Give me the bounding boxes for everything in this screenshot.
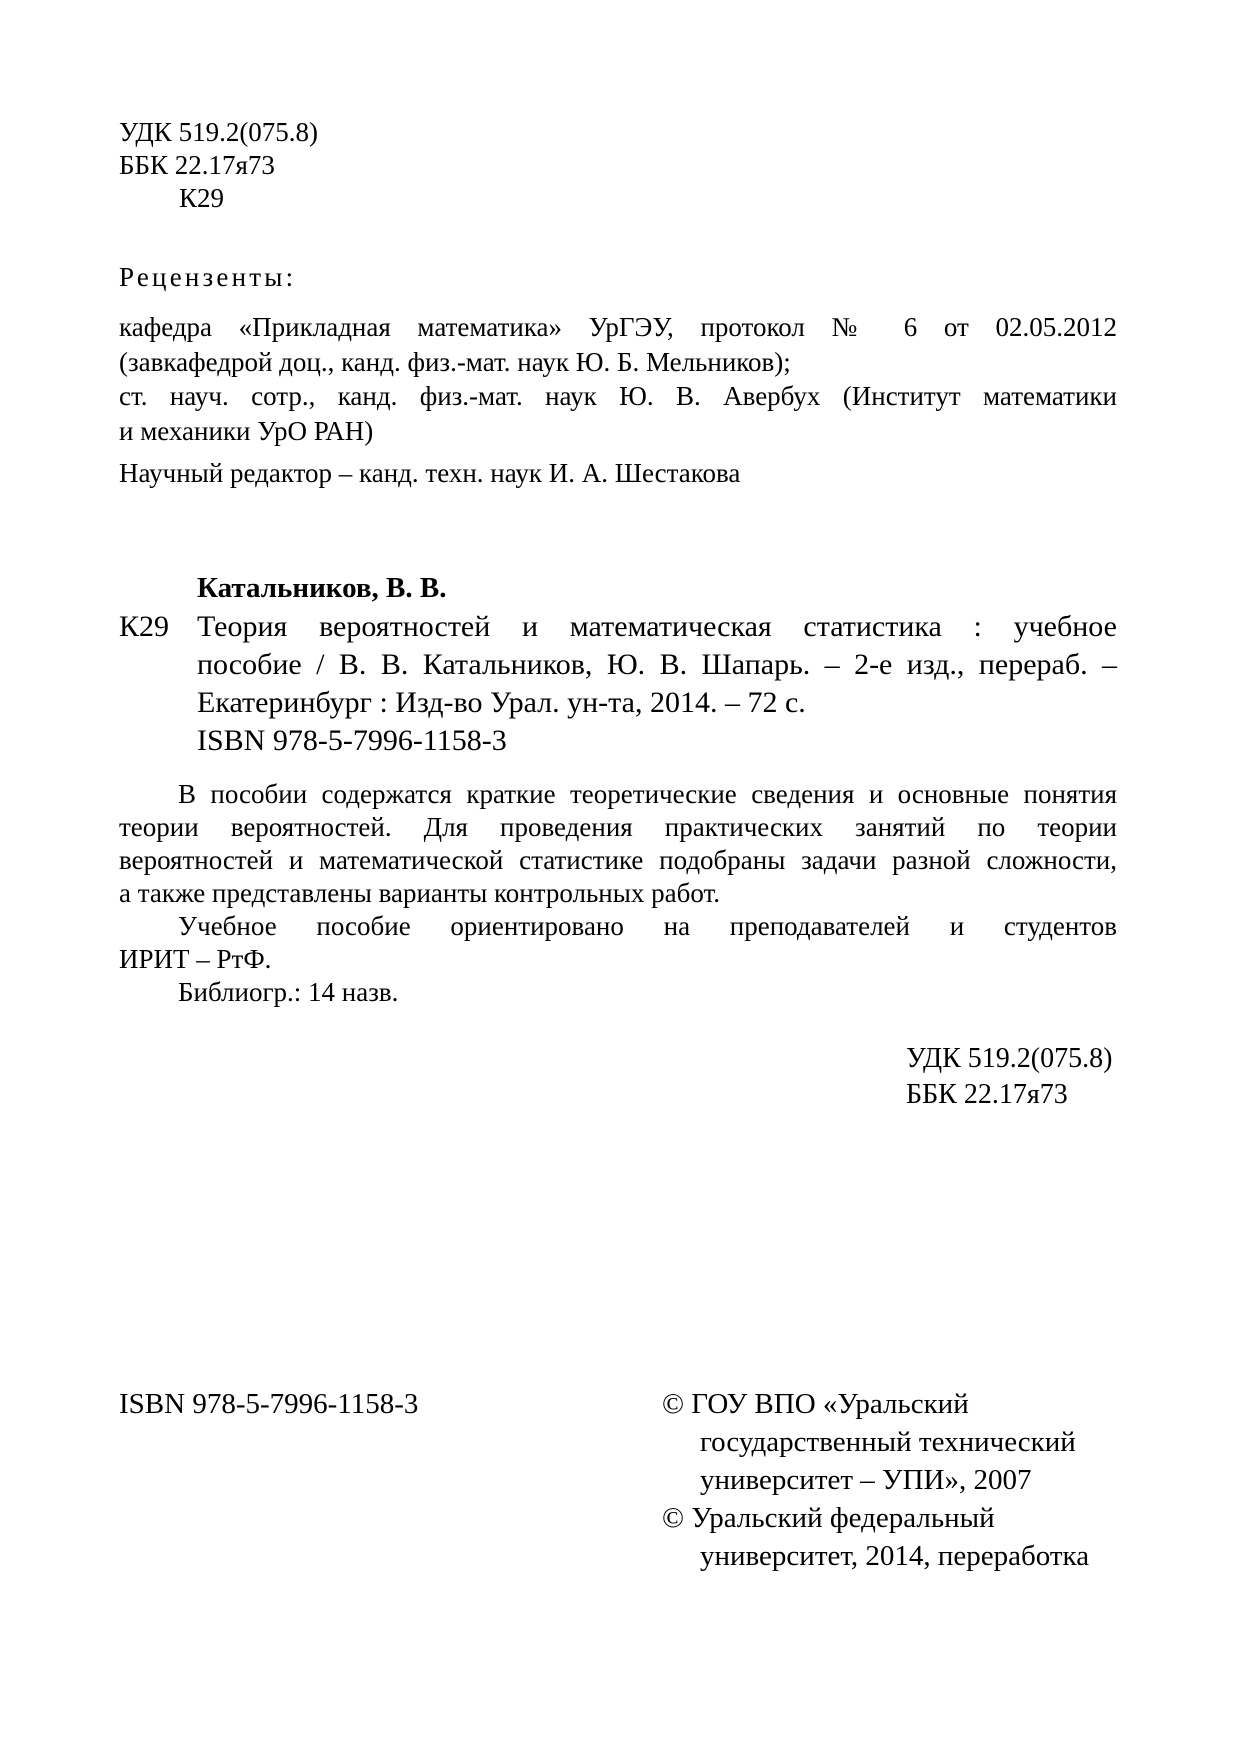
reviewers-block [119,310,1117,380]
annotation [119,778,1117,1009]
isbn: ISBN 978-5-7996-1158-3 [119,1388,419,1420]
author-mark: К29 [179,183,225,213]
annotation-line: теории вероятностей. Для проведения практических занятий по теории [119,812,1117,842]
record-line: Теория вероятностей и математическая статистика : учебное [197,610,1117,643]
copyright-block [662,1385,1089,1575]
annotation-line: Учебное пособие ориентировано на преподавателей и студентов [178,911,1117,941]
udk-code: УДК 519.2(075.8) [906,1043,1113,1074]
bibliographic-record [197,608,1117,760]
annotation-line: а также представлены варианты контрольных работ. [119,878,721,908]
reviewers-block-2 [119,379,1117,449]
reviewer-line: (завкафедрой доц., канд. физ.-мат. наук Ю. Б. Мельников); [119,347,791,377]
reviewer-line: и механики УрО РАН) [119,416,374,446]
record-line: пособие / В. В. Катальников, Ю. В. Шапарь. – 2-е изд., перераб. – [197,648,1117,681]
annotation-line: В пособии содержатся краткие теоретические сведения и основные понятия [178,779,1117,809]
bbk-code: ББК 22.17я73 [119,150,275,180]
copyright-line: университет – УПИ», 2007 [700,1464,1032,1496]
record-line: Екатеринбург : Изд-во Урал. ун-та, 2014. – 72 с. [197,686,806,719]
classification-codes-top [119,116,318,215]
classification-codes-bottom [906,1041,1112,1113]
copyright-line: государственный технический [700,1426,1076,1458]
bbk-code: ББК 22.17я73 [906,1079,1068,1110]
scientific-editor: Научный редактор – канд. техн. наук И. А. Шестакова [119,458,741,488]
copyright-line: университет, 2014, переработка [700,1540,1090,1572]
reviewers-heading: Рецензенты: [119,262,297,292]
copyright-line: © ГОУ ВПО «Уральский [662,1388,969,1420]
copyright-line: © Уральский федеральный [662,1502,995,1534]
udk-code: УДК 519.2(075.8) [119,117,319,147]
reviewer-line: кафедра «Прикладная математика» УрГЭУ, протокол № 6 от 02.05.2012 [119,312,1117,342]
reviewer-line: ст. науч. сотр., канд. физ.-мат. наук Ю. В. Авербух (Институт математики [119,381,1117,411]
record-author: Катальников, В. В. [197,572,447,604]
record-author-mark: К29 [119,610,170,643]
record-isbn: ISBN 978-5-7996-1158-3 [197,724,507,757]
annotation-line: вероятностей и математической статистике подобраны задачи разной сложности, [119,845,1117,875]
bibliography-count: Библиогр.: 14 назв. [178,977,399,1007]
annotation-line: ИРИТ – РтФ. [119,944,272,974]
